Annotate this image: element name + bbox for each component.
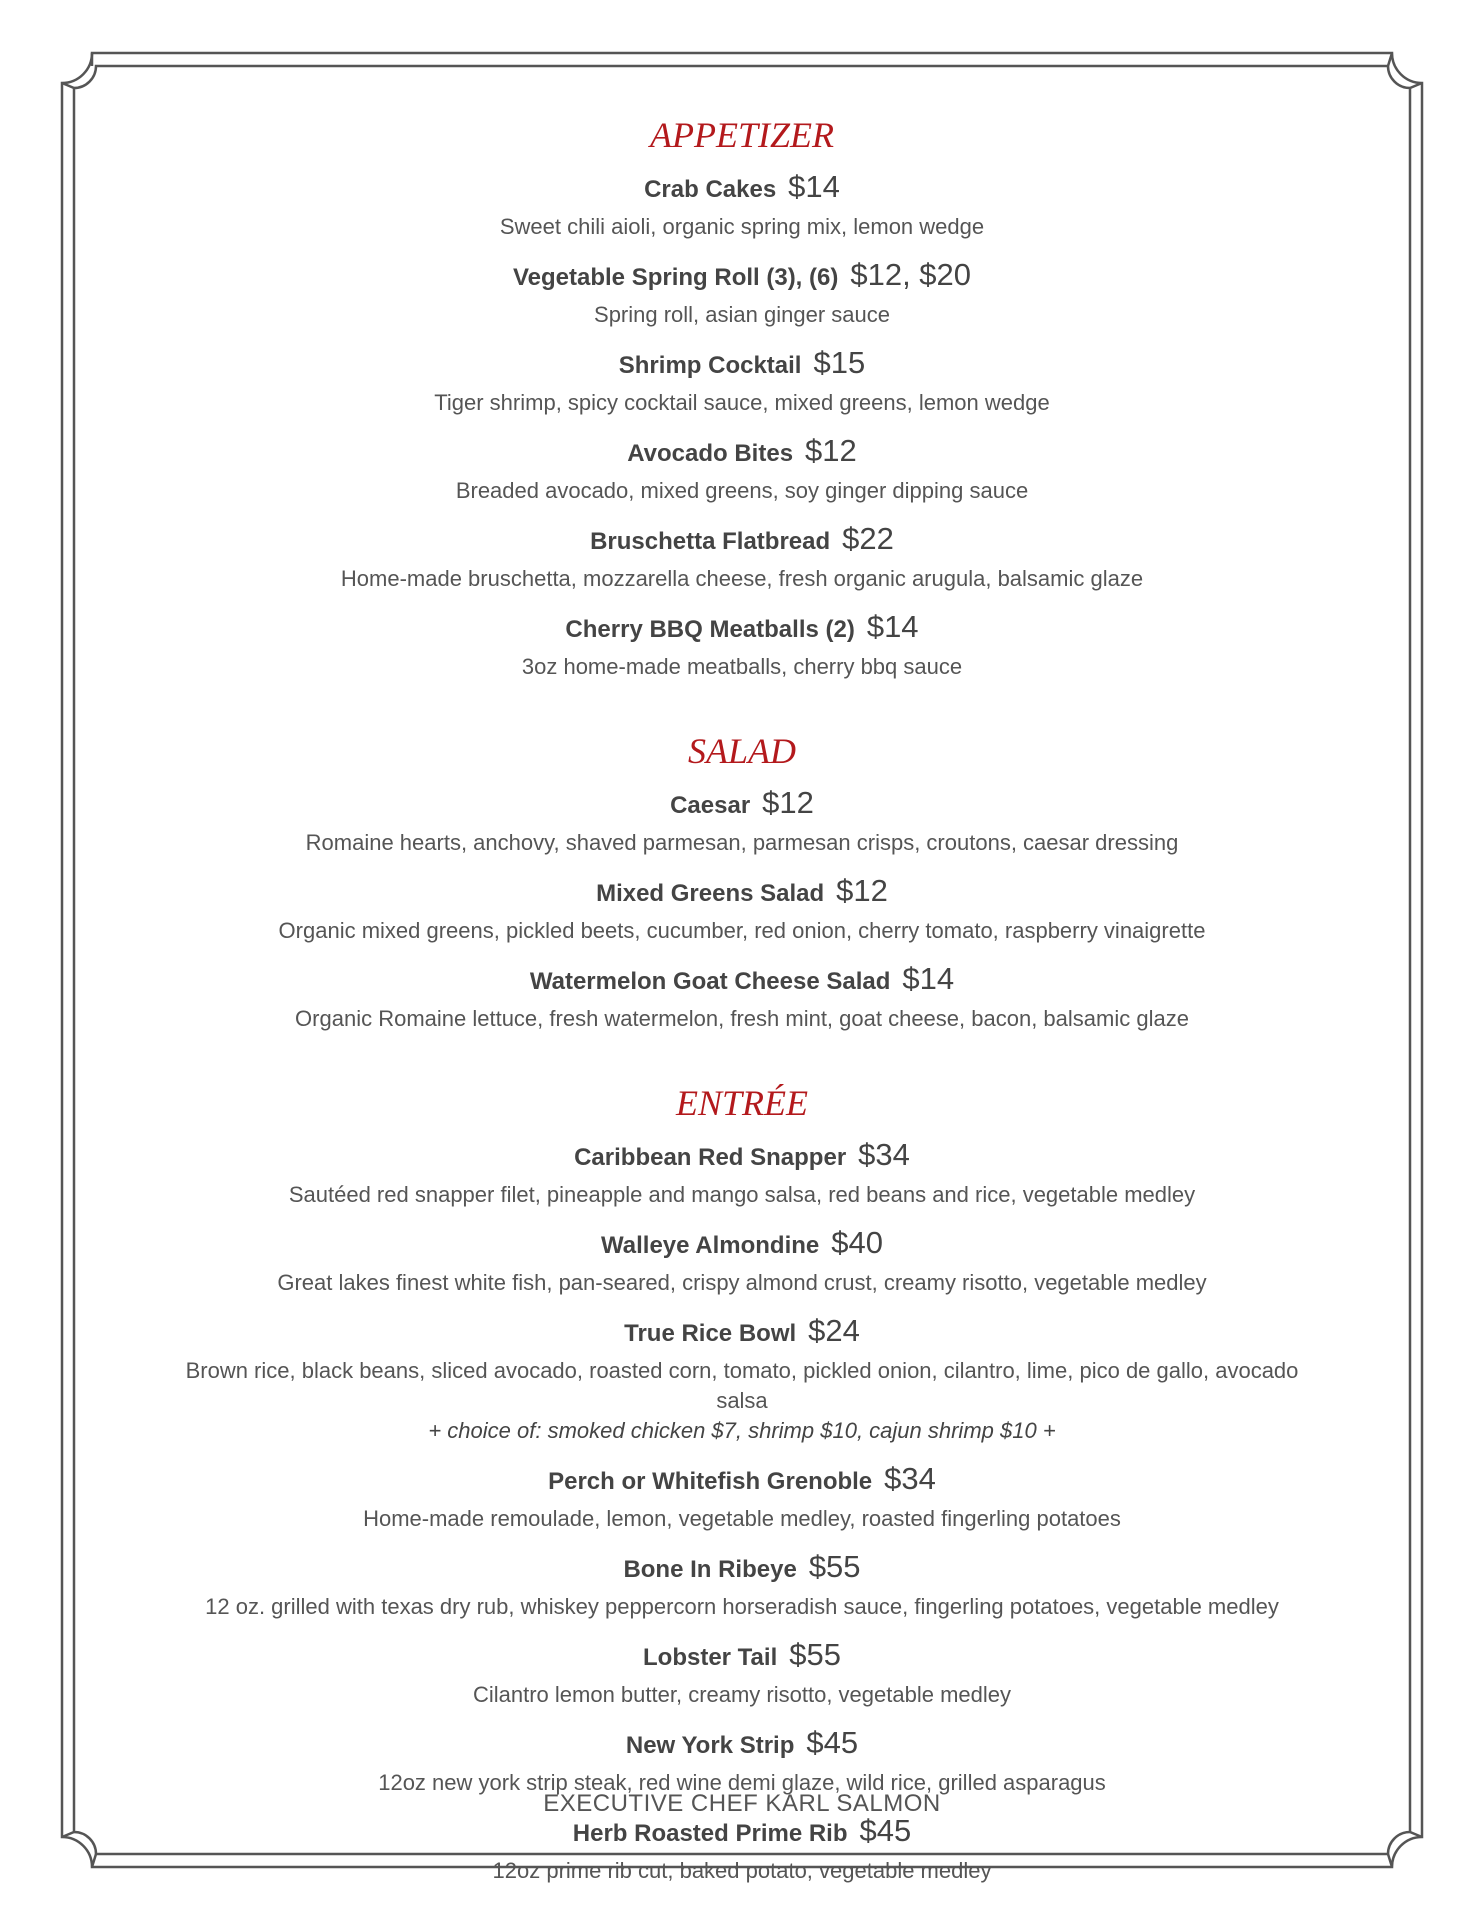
menu-item-description: 12oz new york strip steak, red wine demi glaze, wild rice, grilled asparagus	[378, 1770, 1106, 1795]
menu-item-name: Watermelon Goat Cheese Salad	[529, 968, 891, 995]
section-title: SALAD	[688, 731, 796, 771]
section-title: ENTRÉE	[676, 1083, 808, 1123]
menu-item	[180, 1460, 1304, 1534]
menu-item-price: $14	[902, 961, 955, 996]
menu-item-heading	[180, 520, 1304, 564]
menu-item-price: $12, $20	[850, 257, 972, 292]
menu-item-description: Brown rice, black beans, sliced avocado, roasted corn, tomato, pickled onion, cilantro, lime, pico de gallo, avocado salsa	[185, 1358, 1299, 1413]
menu-item-price: $40	[831, 1225, 883, 1260]
menu-item-heading	[180, 608, 1304, 652]
menu-item-description: Breaded avocado, mixed greens, soy ginger dipping sauce	[455, 478, 1029, 503]
menu-item-price: $12	[762, 785, 814, 820]
menu-item-addon-note: + choice of: smoked chicken $7, shrimp $10, cajun shrimp $10 +	[428, 1418, 1056, 1443]
menu-item-description: Cilantro lemon butter, creamy risotto, vegetable medley	[472, 1682, 1012, 1707]
menu-item-price: $14	[788, 169, 840, 204]
menu-item-heading	[180, 784, 1304, 828]
menu-item-heading	[180, 344, 1304, 388]
menu-item	[180, 1636, 1304, 1710]
menu-item-description: Great lakes finest white fish, pan-seared, crispy almond crust, creamy risotto, vegetable medley	[277, 1270, 1207, 1295]
menu-item-price: $55	[808, 1549, 861, 1584]
menu-item-price: $34	[884, 1461, 936, 1496]
menu-item-price: $14	[866, 609, 919, 644]
menu-section-entre	[180, 1080, 1304, 1886]
menu-item-name: Shrimp Cocktail	[618, 352, 802, 379]
menu-item	[180, 1812, 1304, 1886]
menu-item-heading	[180, 256, 1304, 300]
menu-item-name: Crab Cakes	[644, 176, 777, 203]
menu-item-price: $34	[858, 1137, 910, 1172]
menu-item-name: Lobster Tail	[643, 1644, 778, 1671]
menu-item-heading	[180, 1460, 1304, 1504]
menu-item-heading	[180, 1812, 1304, 1856]
menu-item-description: Organic mixed greens, pickled beets, cucumber, red onion, cherry tomato, raspberry vinaigrette	[278, 918, 1206, 943]
menu-item-price: $45	[806, 1725, 859, 1760]
menu-item-price: $15	[813, 345, 866, 380]
menu-item	[180, 872, 1304, 946]
menu-item	[180, 1548, 1304, 1622]
menu-item-price: $12	[805, 433, 857, 468]
menu-item	[180, 960, 1304, 1034]
menu-item-heading	[180, 872, 1304, 916]
menu-item	[180, 784, 1304, 858]
menu-section-salad	[180, 728, 1304, 1034]
menu-item-name: Herb Roasted Prime Rib	[572, 1820, 848, 1847]
menu-item-description: Organic Romaine lettuce, fresh watermelon, fresh mint, goat cheese, bacon, balsamic glaze	[295, 1006, 1189, 1031]
menu-section-appetizer	[180, 112, 1304, 682]
menu-item-price: $12	[836, 873, 888, 908]
menu-item-description: 3oz home-made meatballs, cherry bbq sauce	[521, 654, 963, 679]
menu-item	[180, 1224, 1304, 1298]
menu-item	[180, 432, 1304, 506]
menu-item-description: Sweet chili aioli, organic spring mix, lemon wedge	[499, 214, 985, 239]
menu-item-price: $22	[842, 521, 894, 556]
menu-item-heading	[180, 1548, 1304, 1592]
menu-item-heading	[180, 1636, 1304, 1680]
menu-item-price: $24	[808, 1313, 860, 1348]
menu-item	[180, 344, 1304, 418]
menu-item-description: Spring roll, asian ginger sauce	[594, 302, 890, 327]
menu-item-heading	[180, 1724, 1304, 1768]
menu-item-heading	[180, 1312, 1304, 1356]
menu-item	[180, 520, 1304, 594]
menu-item-price: $55	[789, 1637, 841, 1672]
menu-item	[180, 1136, 1304, 1210]
menu-item-name: Caesar	[670, 792, 751, 819]
menu-item-heading	[180, 1224, 1304, 1268]
menu-item-description: Romaine hearts, anchovy, shaved parmesan, parmesan crisps, croutons, caesar dressing	[305, 830, 1179, 855]
menu-item-heading	[180, 168, 1304, 212]
menu-item-name: Walleye Almondine	[601, 1232, 820, 1259]
menu-item	[180, 1312, 1304, 1446]
menu-item-name: Perch or Whitefish Grenoble	[548, 1468, 873, 1495]
menu-item-name: Mixed Greens Salad	[596, 880, 825, 907]
menu-item-description: Home-made remoulade, lemon, vegetable medley, roasted fingerling potatoes	[363, 1506, 1121, 1531]
menu-item-name: True Rice Bowl	[624, 1320, 797, 1347]
menu-item-name: Vegetable Spring Roll (3), (6)	[512, 264, 839, 291]
menu-item-name: Cherry BBQ Meatballs (2)	[565, 616, 855, 643]
menu-item-heading	[180, 960, 1304, 1004]
menu-item-description: Tiger shrimp, spicy cocktail sauce, mixed greens, lemon wedge	[434, 390, 1050, 415]
menu-item	[180, 608, 1304, 682]
menu-item	[180, 256, 1304, 330]
menu-item-heading	[180, 1136, 1304, 1180]
section-title: APPETIZER	[650, 115, 834, 155]
menu-item-heading	[180, 432, 1304, 476]
menu-item-name: Bruschetta Flatbread	[590, 528, 831, 555]
executive-chef-credit: EXECUTIVE CHEF KARL SALMON	[543, 1790, 941, 1817]
menu-item-description: 12 oz. grilled with texas dry rub, whiskey peppercorn horseradish sauce, fingerling potatoes, vegetable medley	[205, 1594, 1279, 1619]
menu-item-name: New York Strip	[625, 1732, 795, 1759]
menu-item	[180, 1724, 1304, 1798]
menu-item-description: Sautéed red snapper filet, pineapple and mango salsa, red beans and rice, vegetable medley	[288, 1182, 1196, 1207]
menu-item-name: Caribbean Red Snapper	[574, 1144, 847, 1171]
menu-item	[180, 168, 1304, 242]
menu-item-description: Home-made bruschetta, mozzarella cheese, fresh organic arugula, balsamic glaze	[340, 566, 1144, 591]
menu-item-description: 12oz prime rib cut, baked potato, vegetable medley	[492, 1858, 992, 1883]
menu-item-price: $45	[859, 1813, 912, 1848]
menu-content	[180, 112, 1304, 1900]
menu-item-name: Avocado Bites	[627, 440, 794, 467]
menu-item-name: Bone In Ribeye	[623, 1556, 797, 1583]
